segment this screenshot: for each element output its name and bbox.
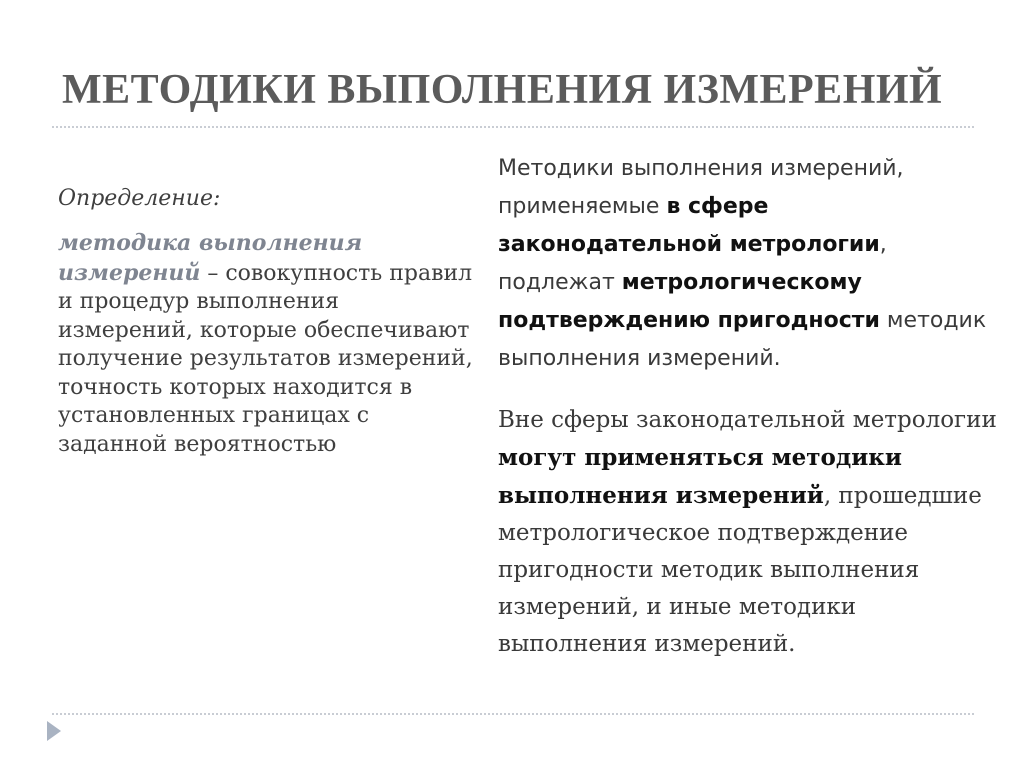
footer-divider bbox=[52, 713, 974, 715]
definition-text bbox=[58, 229, 473, 459]
play-arrow-icon[interactable] bbox=[47, 721, 61, 741]
paragraph1-text-1: Методики выполнения измерений, применяемые bbox=[498, 156, 904, 219]
paragraph1-bold-1: в сфере законодательной метрологии bbox=[498, 194, 880, 257]
paragraph-outside-legal-metrology bbox=[498, 402, 998, 663]
definition-body: – совокупность правил и процедур выполнения измерений, которые обеспечивают получение результатов измерений, точность которых находится в установленных границах с заданной вероятностью bbox=[58, 260, 473, 457]
paragraph1-text-2: , подлежат bbox=[498, 232, 887, 295]
content-block bbox=[498, 150, 998, 663]
slide-title: МЕТОДИКИ ВЫПОЛНЕНИЯ ИЗМЕРЕНИЙ bbox=[62, 67, 943, 113]
paragraph2-text-2: , прошедшие метрологическое подтверждение пригодности методик выполнения измерений, и иные методики выполнения измерений. bbox=[498, 483, 982, 657]
paragraph2-text-1: Вне сферы законодательной метрологии bbox=[498, 407, 997, 433]
paragraph2-bold-1: могут применяться методики выполнения измерений bbox=[498, 444, 902, 509]
paragraph1-bold-2: метрологическому подтверждению пригодности bbox=[498, 270, 880, 333]
definition-label: Определение: bbox=[58, 186, 221, 211]
paragraph-legal-metrology bbox=[498, 150, 998, 378]
definition-block bbox=[58, 186, 478, 459]
definition-term: методика выполнения измерений bbox=[58, 230, 363, 286]
paragraph1-text-3: методик выполнения измерений. bbox=[498, 308, 987, 371]
title-divider bbox=[52, 126, 974, 128]
